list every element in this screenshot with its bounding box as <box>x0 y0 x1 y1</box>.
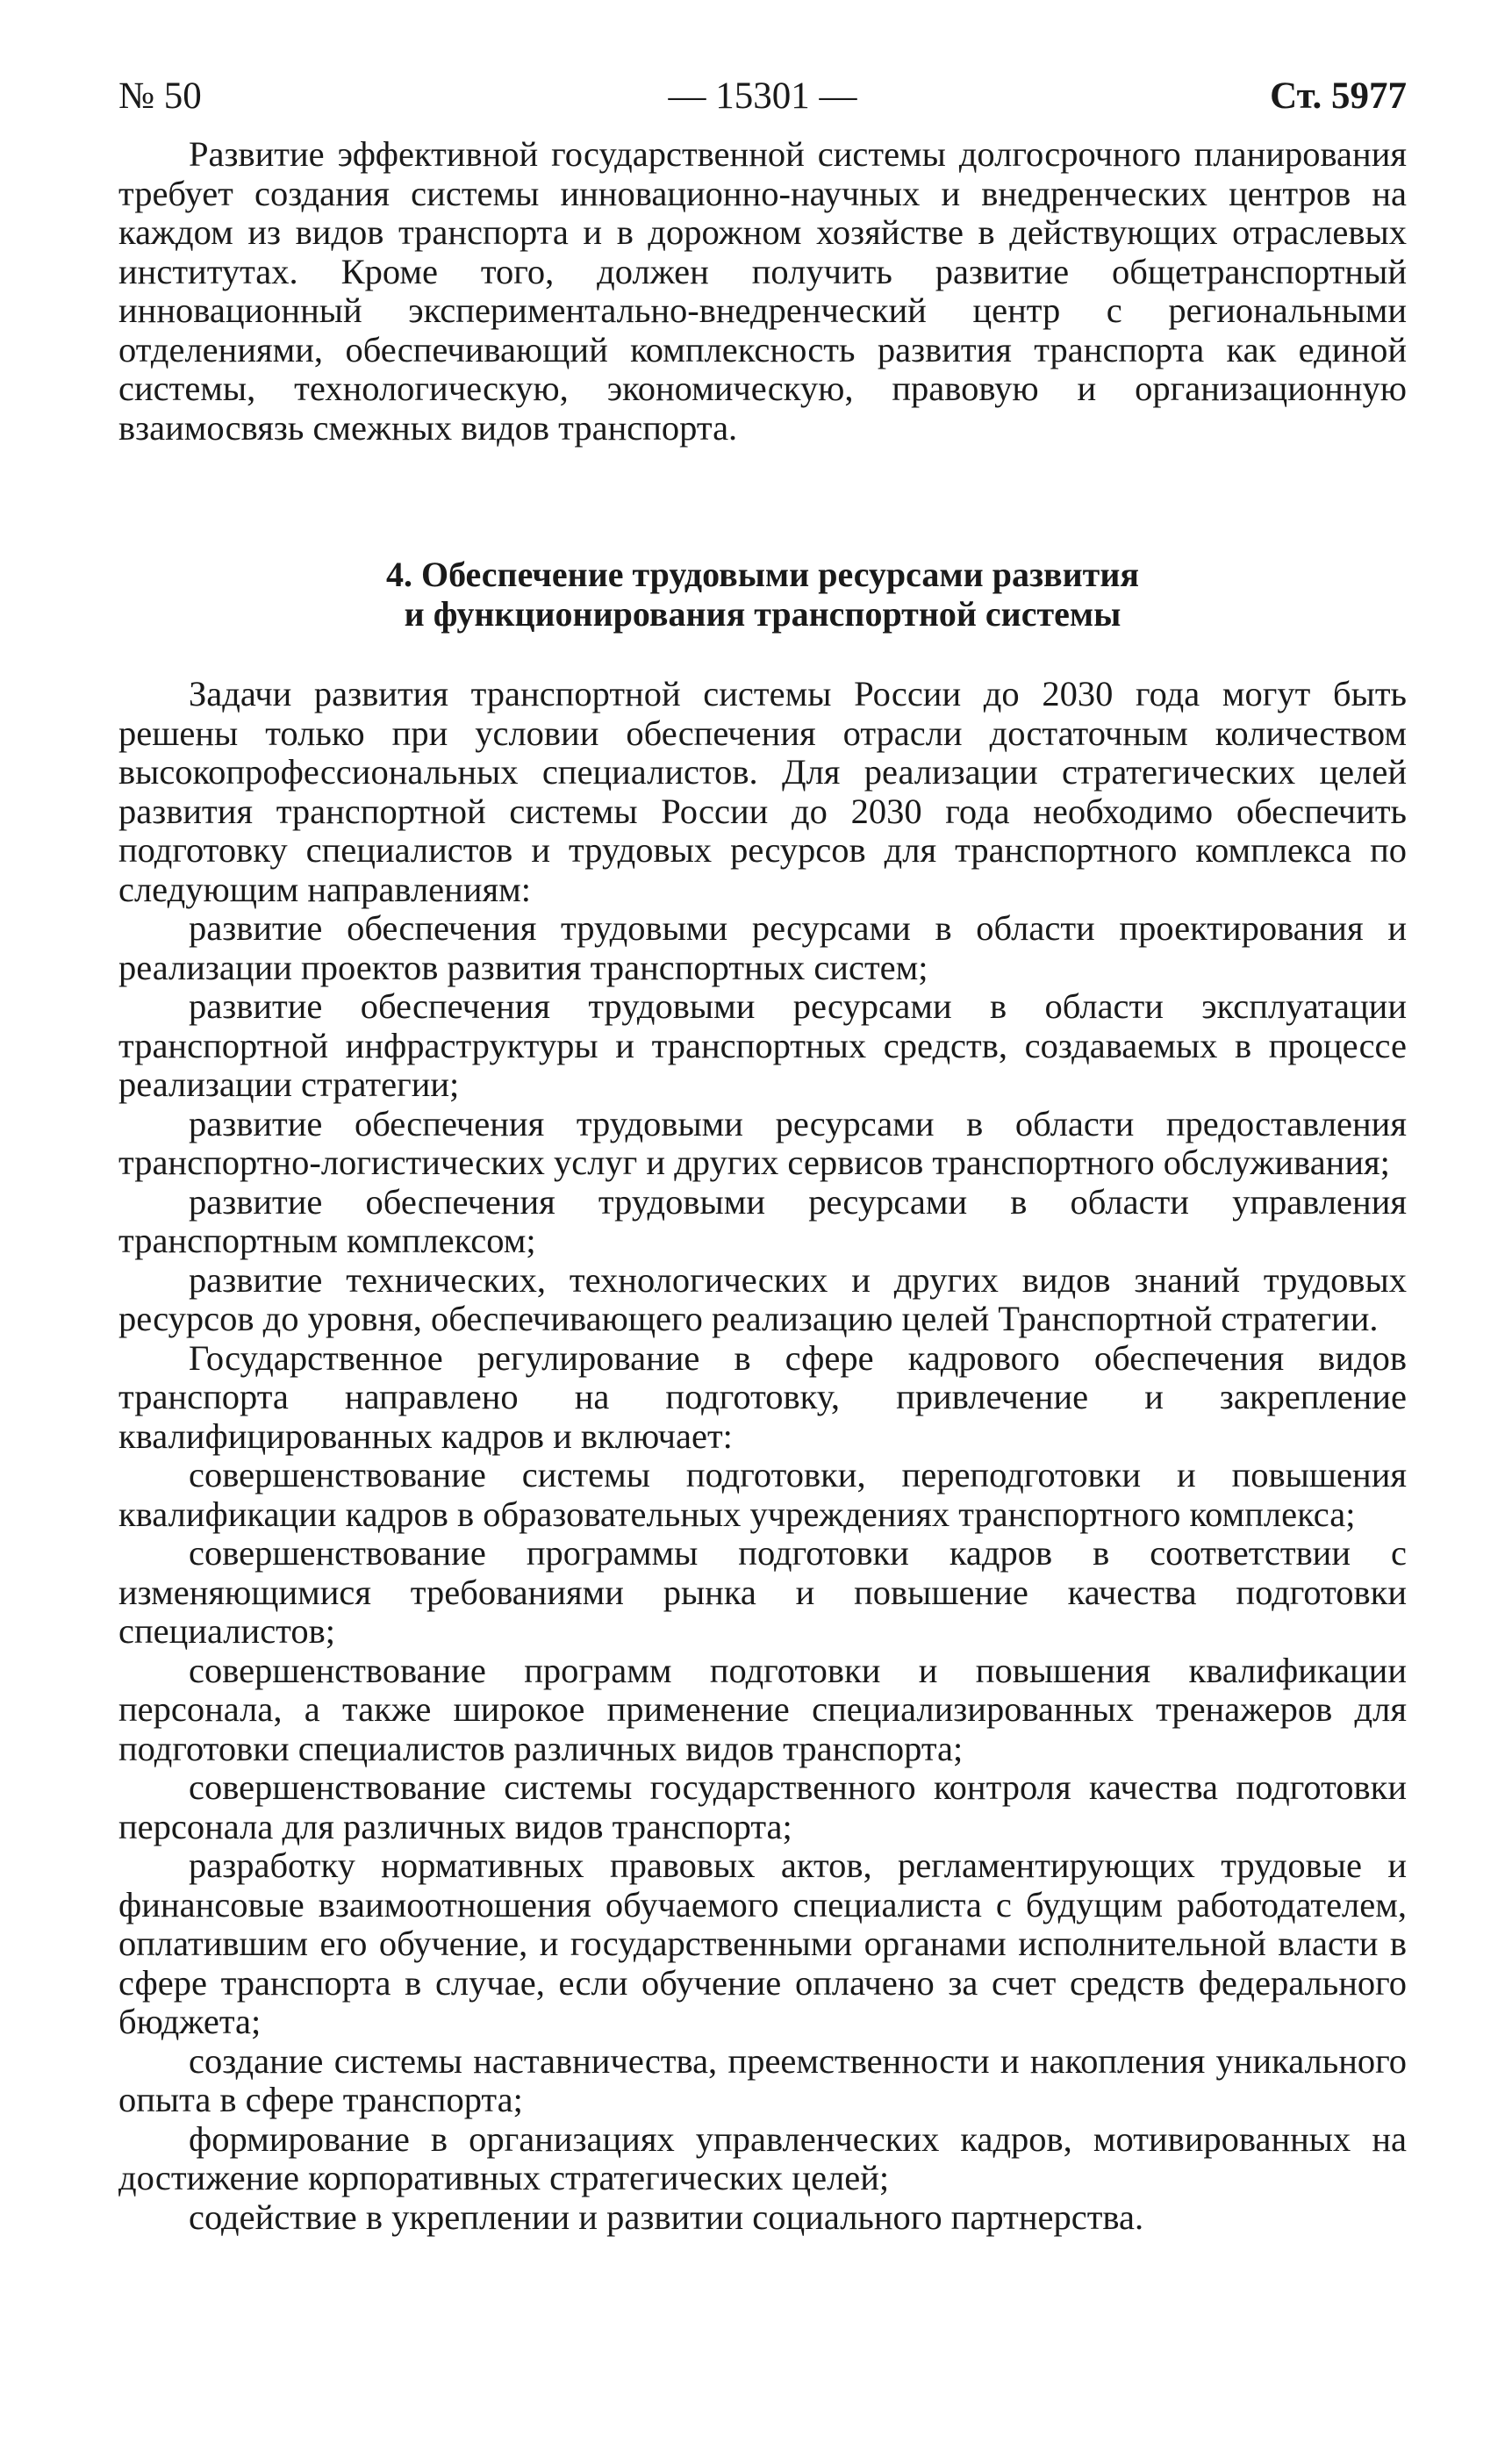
section-title-line-1: 4. Обеспечение трудовыми ресурсами развития <box>385 555 1140 594</box>
issue-number: № 50 <box>118 75 202 117</box>
list-item: совершенствование системы подготовки, переподготовки и повышения квалификации кадров в образовательных учреждениях транспортного комплекса; <box>118 1455 1407 1534</box>
section-title-line-2: и функционирования транспортной системы <box>404 594 1121 634</box>
list-item: развитие обеспечения трудовыми ресурсами в области эксплуатации транспортной инфраструктуры и транспортных средств, создаваемых в процессе реализации стратегии; <box>118 986 1407 1104</box>
list-item: развитие обеспечения трудовыми ресурсами в области управления транспортным комплексом; <box>118 1181 1407 1260</box>
list-item: формирование в организациях управленческих кадров, мотивированных на достижение корпоративных стратегических целей; <box>118 2118 1407 2197</box>
paragraph: Государственное регулирование в сфере кадрового обеспечения видов транспорта направлено на подготовку, привлечение и закрепление квалифицированных кадров и включает: <box>118 1337 1407 1456</box>
document-page <box>118 61 1407 2237</box>
page-header <box>118 61 1407 132</box>
list-item: совершенствование программы подготовки кадров в соответствии с изменяющимися требованиями рынка и повышение качества подготовки специалистов; <box>118 1533 1407 1651</box>
paragraph: Задачи развития транспортной системы России до 2030 года могут быть решены только при условии обеспечения отрасли достаточным количеством высокопрофессиональных специалистов. Для реализации стратегических целей развития транспортной системы России до 2030 года необходимо обеспечить подготовку специалистов и трудовых ресурсов для транспортного комплекса по следующим направлениям: <box>118 674 1407 909</box>
intro-paragraph: Развитие эффективной государственной системы долгосрочного планирования требует создания системы инновационно-научных и внедренческих центров на каждом из видов транспорта и в дорожном хозяйстве в действующих отраслевых институтах. Кроме того, должен получить развитие общетранспортный инновационный экспериментально-внедренческий центр с региональными отделениями, обеспечивающий комплексность развития транспорта как единой системы, технологическую, экономическую, правовую и организационную взаимосвязь смежных видов транспорта. <box>118 134 1407 448</box>
list-item: развитие обеспечения трудовыми ресурсами в области предоставления транспортно-логистических услуг и других сервисов транспортного обслуживания; <box>118 1103 1407 1182</box>
list-item: содействие в укреплении и развитии социального партнерства. <box>189 2197 1144 2237</box>
article-number: Ст. 5977 <box>1270 75 1407 117</box>
list-item: совершенствование программ подготовки и повышения квалификации персонала, а также широкое применение специализированных тренажеров для подготовки специалистов различных видов транспорта; <box>118 1650 1407 1768</box>
list-item: развитие обеспечения трудовыми ресурсами в области проектирования и реализации проектов развития транспортных систем; <box>118 908 1407 987</box>
list-item: развитие технических, технологических и других видов знаний трудовых ресурсов до уровня, обеспечивающего реализацию целей Транспортной стратегии. <box>118 1259 1407 1338</box>
section-title <box>118 555 1407 634</box>
page-number: — 15301 — <box>668 75 857 117</box>
section-body <box>118 675 1407 2237</box>
list-item: совершенствование системы государственного контроля качества подготовки персонала для различных видов транспорта; <box>118 1767 1407 1846</box>
list-item: разработку нормативных правовых актов, регламентирующих трудовые и финансовые взаимоотношения обучаемого специалиста с будущим работодателем, оплатившим его обучение, и государственными органами исполнительной власти в сфере транспорта в случае, если обучение оплачено за счет средств федерального бюджета; <box>118 1846 1407 2041</box>
list-item: создание системы наставничества, преемственности и накопления уникального опыта в сфере транспорта; <box>118 2040 1407 2119</box>
